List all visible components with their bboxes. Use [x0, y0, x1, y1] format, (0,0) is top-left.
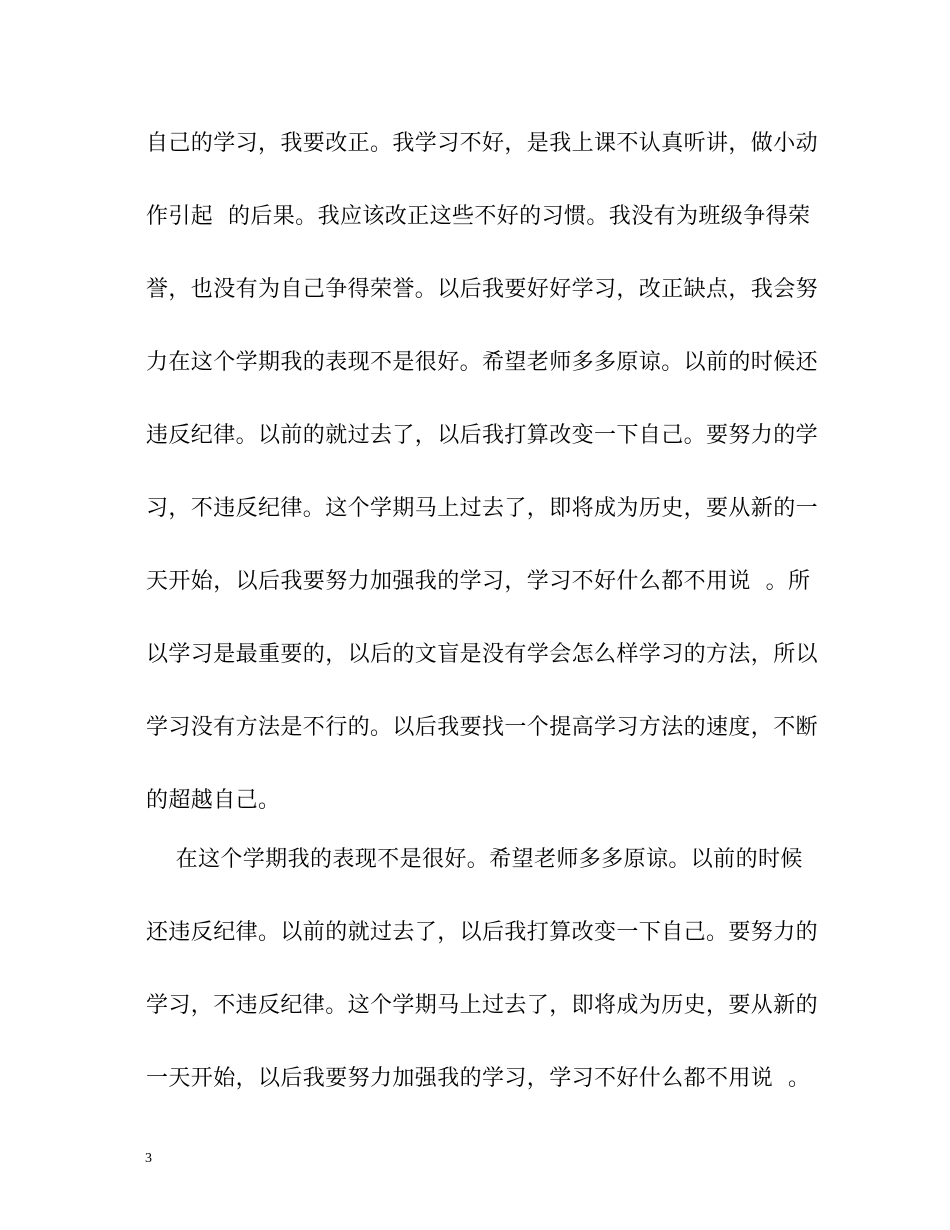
- text-line: 一天开始，以后我要努力加强我的学习，学习不好什么都不用说 。: [146, 1066, 811, 1091]
- text-line: 违反纪律。以前的就过去了，以后我打算改变一下自己。要努力的学: [146, 423, 819, 448]
- text-line: 学习，不违反纪律。这个学期马上过去了，即将成为历史，要从新的: [146, 993, 819, 1018]
- text-line: 习，不违反纪律。这个学期马上过去了，即将成为历史，要从新的一: [146, 496, 819, 521]
- text-line: 作引起 的后果。我应该改正这些不好的习惯。我没有为班级争得荣: [146, 204, 811, 229]
- text-line: 以学习是最重要的，以后的文盲是没有学会怎么样学习的方法，所以: [146, 642, 819, 667]
- text-line: 天开始，以后我要努力加强我的学习，学习不好什么都不用说 。所: [146, 569, 811, 594]
- text-line: 誉，也没有为自己争得荣誉。以后我要好好学习，改正缺点，我会努: [146, 277, 819, 302]
- text-line: 力在这个学期我的表现不是很好。希望老师多多原谅。以前的时候还: [146, 350, 819, 375]
- text-line: 在这个学期我的表现不是很好。希望老师多多原谅。以前的时候: [146, 847, 803, 872]
- text-line: 的超越自己。: [146, 788, 281, 813]
- page-number: 3: [145, 1151, 152, 1166]
- text-line: 学习没有方法是不行的。以后我要找一个提高学习方法的速度，不断: [146, 715, 819, 740]
- text-line: 还违反纪律。以前的就过去了，以后我打算改变一下自己。要努力的: [146, 920, 819, 945]
- text-line: 自己的学习，我要改正。我学习不好，是我上课不认真听讲，做小动: [146, 131, 819, 156]
